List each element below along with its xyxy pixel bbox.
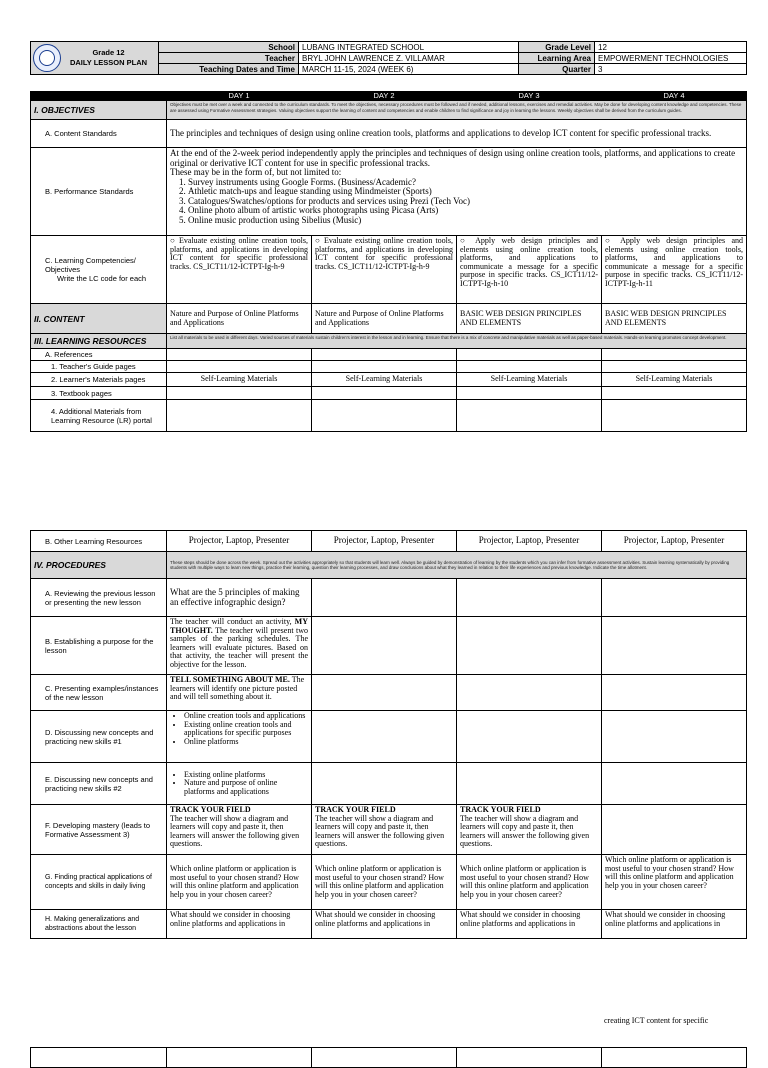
proc-c-label: C. Presenting examples/instances of the new lesson	[31, 675, 167, 711]
proc-f-day-2: TRACK YOUR FIELD The teacher will show a diagram and learners will copy and paste it, then learners will answer the following given questions.	[312, 805, 457, 855]
proc-h-label: H. Making generalizations and abstractions about the lesson	[31, 910, 167, 939]
objectives-heading: I. OBJECTIVES	[31, 101, 167, 120]
proc-g-day-4: Which online platform or application is most useful to your chosen strand? How will this online platform and application help you in your chosen career?	[602, 855, 747, 910]
day-header-4: DAY 4	[602, 92, 747, 101]
content-standards-label: A. Content Standards	[31, 120, 167, 148]
resources-heading: III. LEARNING RESOURCES	[31, 334, 167, 349]
proc-a-label: A. Reviewing the previous lesson or presenting the new lesson	[31, 579, 167, 617]
proc-g-day-3: Which online platform or application is most useful to your chosen strand? How will this online platform and application help you in your chosen career?	[457, 855, 602, 910]
grade-title: Grade 12	[92, 48, 125, 57]
content-day-2: Nature and Purpose of Online Platforms and Applications	[312, 304, 457, 334]
lm-day-3: Self-Learning Materials	[457, 373, 602, 387]
lm-day-2: Self-Learning Materials	[312, 373, 457, 387]
proc-h-day-2: What should we consider in choosing online platforms and applications in	[312, 910, 457, 939]
list-item: 3. Catalogues/Swatches/options for products and services using Prezi (Tech Voc)	[188, 197, 743, 207]
proc-e-label: E. Discussing new concepts and practicing new skills #2	[31, 763, 167, 805]
deped-seal-icon	[33, 44, 61, 72]
teachers-guide-label: 1. Teacher's Guide pages	[31, 361, 167, 373]
plan-title: DAILY LESSON PLAN	[69, 58, 148, 67]
grade-level-label: Grade Level	[519, 42, 595, 53]
grade-level-value: 12	[595, 42, 747, 53]
proc-h-day-4: What should we consider in choosing online platforms and applications in	[602, 910, 747, 939]
procedures-heading: IV. PROCEDURES	[31, 552, 167, 579]
list-item: 5. Online music production using Sibelius (Music)	[188, 216, 743, 226]
procedures-note: These steps should be done across the week. Spread out the activities appropriately so that students will learn well. Always be guided by demonstration of learning by the students which you can infer from formative assessment activities. Sustain learning systematically by providing students with multiple ways to learn new things, practice their learning, question their learning processes, and draw conclusions about what they learned in relation to their life experiences and previous knowledge. Indicate the time allotment.	[167, 552, 747, 579]
proc-e-day-1	[167, 763, 312, 805]
proc-b-label: B. Establishing a purpose for the lesson	[31, 617, 167, 675]
other-day-2: Projector, Laptop, Presenter	[312, 531, 457, 552]
header-table	[30, 41, 747, 75]
list-item: 2. Athletic match-ups and league standing using Mindmeister (Sports)	[188, 187, 743, 197]
performance-standards-value	[167, 148, 747, 236]
quarter-value: 3	[595, 64, 747, 75]
other-resources-label: B. Other Learning Resources	[31, 531, 167, 552]
other-day-4: Projector, Laptop, Presenter	[602, 531, 747, 552]
lesson-plan-table-3	[30, 1047, 747, 1068]
header-brand-cell	[31, 42, 159, 75]
proc-g-day-1: Which online platform or application is most useful to your chosen strand? How will this online platform and application help you in your chosen career?	[167, 855, 312, 910]
proc-f-day-3: TRACK YOUR FIELD The teacher will show a diagram and learners will copy and paste it, then learners will answer the following given questions.	[457, 805, 602, 855]
additional-materials-label: 4. Additional Materials from Learning Resource (LR) portal	[31, 400, 167, 432]
list-item: 4. Online photo album of artistic works photographs using Picasa (Arts)	[188, 206, 743, 216]
quarter-label: Quarter	[519, 64, 595, 75]
next-page-fragment: creating ICT content for specific	[604, 1016, 709, 1025]
dates-value: MARCH 11-15, 2024 (WEEK 6)	[299, 64, 519, 75]
proc-g-day-2: Which online platform or application is most useful to your chosen strand? How will this online platform and application help you in your chosen career?	[312, 855, 457, 910]
learning-area-value: EMPOWERMENT TECHNOLOGIES	[595, 53, 747, 64]
references-label: A. References	[31, 349, 167, 361]
proc-d-day-1	[167, 711, 312, 763]
resources-note: List all materials to be used in different days. Varied sources of materials sustain children's interest in the lesson and in learning. Ensure that there is a mix of concrete and manipulative materials as well as paper-based materials. Hands-on learning promotes concept development.	[167, 334, 747, 349]
school-label: School	[159, 42, 299, 53]
content-day-1: Nature and Purpose of Online Platforms and Applications	[167, 304, 312, 334]
other-day-1: Projector, Laptop, Presenter	[167, 531, 312, 552]
lesson-plan-table-1	[30, 91, 747, 432]
proc-d-label: D. Discussing new concepts and practicing new skills #1	[31, 711, 167, 763]
teacher-label: Teacher	[159, 53, 299, 64]
competency-day-1: ○ Evaluate existing online creation tools, platforms, and applications in developing ICT content for specific professional tracks. CS_ICT11/12-ICTPT-Ig-h-9	[167, 236, 312, 304]
proc-g-label: G. Finding practical applications of concepts and skills in daily living	[31, 855, 167, 910]
proc-c-day-1: TELL SOMETHING ABOUT ME. The learners will identify one picture posted and will tell something about it.	[167, 675, 312, 711]
learning-area-label: Learning Area	[519, 53, 595, 64]
list-item: • Existing online creation tools and applications for specific purposes	[184, 721, 308, 738]
dates-label: Teaching Dates and Time	[159, 64, 299, 75]
performance-list	[188, 178, 743, 226]
other-day-3: Projector, Laptop, Presenter	[457, 531, 602, 552]
day-header-1: DAY 1	[167, 92, 312, 101]
content-day-4: BASIC WEB DESIGN PRINCIPLES AND ELEMENTS	[602, 304, 747, 334]
content-standards-value: The principles and techniques of design using online creation tools, platforms and applications to develop ICT content for specific professional tracks.	[167, 120, 747, 148]
objectives-note: Objectives must be met over a week and connected to the curriculum standards. To meet the objectives, necessary procedures must be followed and if needed, additional lessons, exercises and remedial activities. May be done for developing content knowledge and competencies. These are assessed using Formative Assessment strategies. Valuing objectives support the learning of content and competencies and enable children to find significance and joy in learning the lessons. Weekly objectives shall be derived from the curriculum guides.	[167, 101, 747, 120]
proc-b-day-1: The teacher will conduct an activity, MY THOUGHT. The teacher will present two samples of the parking schedules. The learners will evaluate pictures. Based on that activity, the teacher will present the objective for the lesson.	[167, 617, 312, 675]
day-header-3: DAY 3	[457, 92, 602, 101]
list-item: 1. Survey instruments using Google Forms. (Business/Academic?	[188, 178, 743, 188]
list-item: • Online creation tools and applications	[184, 712, 308, 721]
competency-day-3: ○ Apply web design principles and elements using online creation tools, platforms, and applications to communicate a message for a specific purpose in specific tracks. CS_ICT11/12-ICTPT-Ig-h-10	[457, 236, 602, 304]
performance-intro-2: These may be in the form of, but not limited to:	[170, 167, 342, 177]
day-header-blank	[31, 92, 167, 101]
proc-f-label: F. Developing mastery (leads to Formative Assessment 3)	[31, 805, 167, 855]
competency-day-2: ○ Evaluate existing online creation tools, platforms, and applications in developing ICT content for specific professional tracks. CS_ICT11/12-ICTPT-Ig-h-9	[312, 236, 457, 304]
lm-day-1: Self-Learning Materials	[167, 373, 312, 387]
learners-materials-label: 2. Learner's Materials pages	[31, 373, 167, 387]
list-item: • Online platforms	[184, 738, 308, 747]
competencies-label: C. Learning Competencies/ Objectives Write the LC code for each	[31, 236, 167, 304]
competency-day-4: ○ Apply web design principles and elements using online creation tools, platforms, and applications to communicate a message for a specific purpose in specific tracks. CS_ICT11/12-ICTPT-Ig-h-11	[602, 236, 747, 304]
performance-intro: At the end of the 2-week period independently apply the principles and techniques of design using online creation tools, platforms, and applications to create original or derivative ICT content for use in specific professional tracks.	[170, 148, 736, 168]
content-day-3: BASIC WEB DESIGN PRINCIPLES AND ELEMENTS	[457, 304, 602, 334]
lm-day-4: Self-Learning Materials	[602, 373, 747, 387]
lesson-plan-table-2	[30, 530, 747, 939]
school-value: LUBANG INTEGRATED SCHOOL	[299, 42, 519, 53]
proc-h-day-1: What should we consider in choosing online platforms and applications in	[167, 910, 312, 939]
content-heading: II. CONTENT	[31, 304, 167, 334]
proc-h-day-3: What should we consider in choosing online platforms and applications in	[457, 910, 602, 939]
proc-a-day-1: What are the 5 principles of making an effective infographic design?	[167, 579, 312, 617]
textbook-label: 3. Textbook pages	[31, 387, 167, 400]
teacher-value: BRYL JOHN LAWRENCE Z. VILLAMAR	[299, 53, 519, 64]
proc-f-day-1: TRACK YOUR FIELD The teacher will show a diagram and learners will copy and paste it, then learners will answer the following given questions.	[167, 805, 312, 855]
list-item: • Nature and purpose of online platforms and applications	[184, 779, 308, 796]
list-item: • Existing online platforms	[184, 771, 308, 780]
performance-standards-label: B. Performance Standards	[31, 148, 167, 236]
day-header-2: DAY 2	[312, 92, 457, 101]
